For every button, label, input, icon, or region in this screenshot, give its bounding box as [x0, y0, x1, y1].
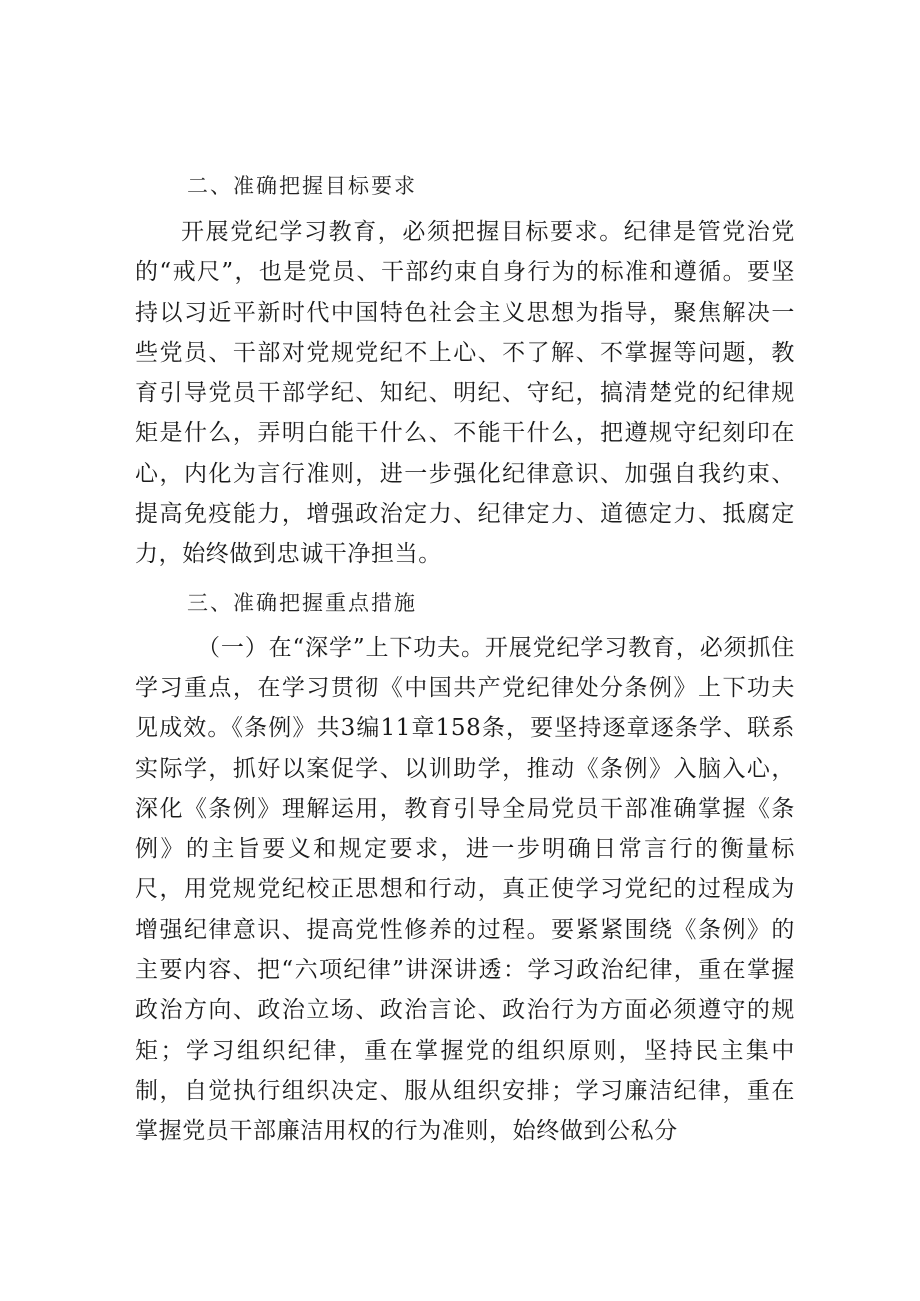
section-two-heading: 二、准确把握目标要求 — [187, 174, 417, 198]
section-two-paragraph: 开展党纪学习教育，必须把握目标要求。纪律是管党治党的“戒尺”，也是党员、干部约束自身行为的标准和遵循。要坚持以习近平新时代中国特色社会主义思想为指导，聚焦解决一些党员、干部对党规党纪不上心、不了解、不掌握等问题，教育引导党员干部学纪、知纪、明纪、守纪，搞清楚党的纪律规矩是什么，弄明白能干什么、不能干什么，把遵规守纪刻印在心，内化为言行准则，进一步强化纪律意识、加强自我约束、提高免疫能力，增强政治定力、纪律定力、道德定力、抵腐定力，始终做到忠诚干净担当。 — [135, 219, 795, 568]
document-body — [135, 164, 795, 1152]
section-three-paragraph: （一）在“深学”上下功夫。开展党纪学习教育，必须抓住学习重点，在学习贯彻《中国共产党纪律处分条例》上下功夫见成效。《条例》共3编11章158条，要坚持逐章逐条学、联系实际学，抓好以案促学、以训助学，推动《条例》入脑入心，深化《条例》理解运用，教育引导全局党员干部准确掌握《条例》的主旨要义和规定要求，进一步明确日常言行的衡量标尺，用党规党纪校正思想和行动，真正使学习党纪的过程成为增强纪律意识、提高党性修养的过程。要紧紧围绕《条例》的主要内容、把“六项纪律”讲深讲透：学习政治纪律，重在掌握政治方向、政治立场、政治言论、政治行为方面必须遵守的规矩；学习组织纪律，重在掌握党的组织原则，坚持民主集中制，自觉执行组织决定、服从组织安排；学习廉洁纪律，重在掌握党员干部廉洁用权的行为准则，始终做到公私分 — [135, 634, 795, 1145]
section-three-heading: 三、准确把握重点措施 — [187, 590, 417, 615]
